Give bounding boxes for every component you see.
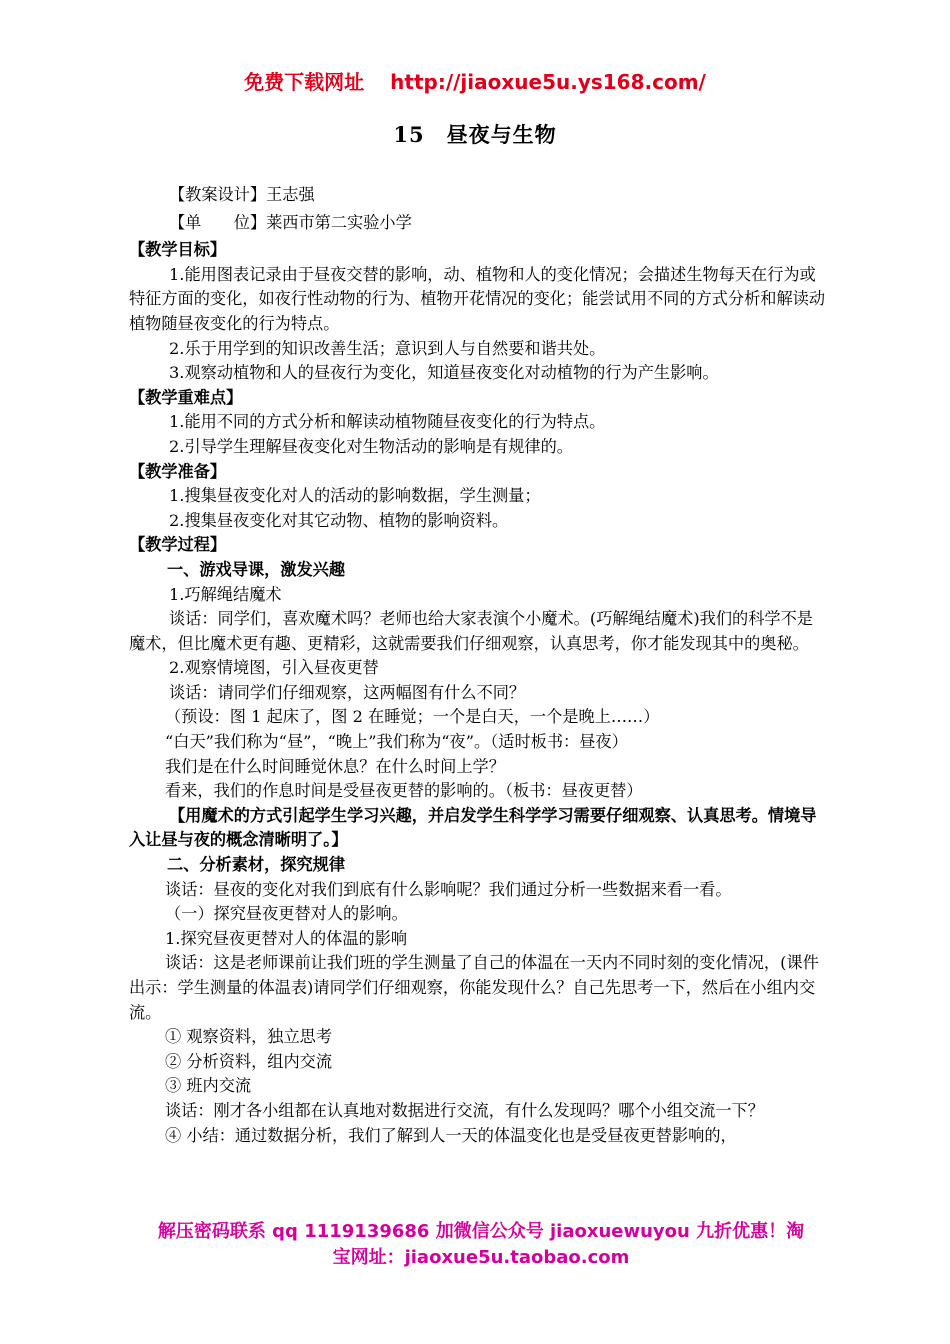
paragraph: “白天”我们称为“昼”，“晚上”我们称为“夜”。（适时板书：昼夜） [165, 732, 628, 752]
objective-item: 2.乐于用学到的知识改善生活；意识到人与自然要和谐共处。 [169, 338, 606, 358]
lesson-number: 15 [393, 122, 425, 147]
paragraph: 谈话：昼夜的变化对我们到底有什么影响呢？我们通过分析一些数据来看一看。 [165, 879, 732, 899]
paragraph: 看来，我们的作息时间是受昼夜更替的影响的。（板书：昼夜更替） [165, 781, 643, 801]
paragraph: 1.探究昼夜更替对人的体温的影响 [165, 928, 408, 948]
key-point-item: 2.引导学生理解昼夜变化对生物活动的影响是有规律的。 [169, 436, 573, 456]
paragraph: 谈话：这是老师课前让我们班的学生测量了自己的体温在一天内不同时刻的变化情况，(课件出示：学生测量的体温表)请同学们仔细观察，你能发现什么？自己先思考一下，然后在小组内交流。 [129, 953, 819, 1022]
objective-item: 1.能用图表记录由于昼夜交替的影响，动、植物和人的变化情况；会描述生物每天在行为或特征方面的变化，如夜行性动物的行为、植物开花情况的变化；能尝试用不同的方式分析和解读动植物随昼夜变化的行为特点。 [129, 264, 826, 333]
lesson-title: 昼夜与生物 [446, 122, 557, 147]
part1-heading: 一、游戏导课，激发兴趣 [167, 559, 346, 579]
header-url-link[interactable]: http://jiaoxue5u.ys168.com/ [390, 70, 706, 94]
preparation-item: 1.搜集昼夜变化对人的活动的影响数据，学生测量； [169, 486, 541, 506]
design-line [129, 183, 829, 208]
document-title [0, 119, 950, 149]
unit-value: 莱西市第二实验小学 [266, 212, 412, 232]
paragraph: 1.巧解绳结魔术 [169, 584, 282, 604]
paragraph: （预设：图 1 起床了，图 2 在睡觉；一个是白天，一个是晚上……） [165, 707, 660, 727]
process-heading: 【教学过程】 [129, 535, 227, 555]
design-label: 【教案设计】 [169, 185, 267, 204]
preparation-item: 2.搜集昼夜变化对其它动物、植物的影响资料。 [169, 510, 509, 530]
unit-line [129, 211, 829, 236]
key-points-heading: 【教学重难点】 [129, 387, 243, 407]
step-item: ③ 班内交流 [165, 1076, 252, 1096]
header-label: 免费下载网址 [244, 70, 365, 94]
footer-banner [126, 1219, 836, 1271]
paragraph: 谈话：请同学们仔细观察，这两幅图有什么不同？ [169, 682, 526, 702]
footer-line: 解压密码联系 qq 1119139686 加微信公众号 jiaoxuewuyou 九折优惠！淘 [157, 1221, 805, 1242]
step-item: ④ 小结：通过数据分析，我们了解到人一天的体温变化也是受昼夜更替影响的， [165, 1125, 737, 1145]
paragraph: 谈话：刚才各小组都在认真地对数据进行交流，有什么发现吗？哪个小组交流一下？ [165, 1100, 764, 1120]
paragraph: 2.观察情境图，引入昼夜更替 [169, 658, 379, 678]
preparation-heading: 【教学准备】 [129, 461, 227, 481]
unit-label: 【单 位】 [169, 212, 267, 232]
footer-link[interactable]: 宝网址：jiaoxue5u.taobao.com [332, 1247, 630, 1268]
design-value: 王志强 [266, 185, 315, 204]
teaching-note: 【用魔术的方式引起学生学习兴趣，并启发学生科学学习需要仔细观察、认真思考。情境导入让昼与夜的概念清晰明了。】 [129, 805, 817, 850]
step-item: ② 分析资料，组内交流 [165, 1051, 333, 1071]
objective-item: 3.观察动植物和人的昼夜行为变化，知道昼夜变化对动植物的行为产生影响。 [169, 363, 719, 383]
paragraph: 我们是在什么时间睡觉休息？在什么时间上学？ [165, 756, 505, 776]
key-point-item: 1.能用不同的方式分析和解读动植物随昼夜变化的行为特点。 [169, 412, 606, 432]
paragraph: 谈话：同学们，喜欢魔术吗？老师也给大家表演个小魔术。(巧解绳结魔术)我们的科学不是魔术，但比魔术更有趣、更精彩，这就需要我们仔细观察，认真思考，你才能发现其中的奥秘。 [129, 609, 813, 653]
paragraph: （一）探究昼夜更替对人的影响。 [165, 904, 408, 924]
part2-heading: 二、分析素材，探究规律 [167, 855, 346, 875]
document-body [129, 183, 829, 1148]
step-item: ① 观察资料，独立思考 [165, 1027, 333, 1047]
header-banner [0, 66, 950, 95]
objectives-heading: 【教学目标】 [129, 240, 227, 260]
